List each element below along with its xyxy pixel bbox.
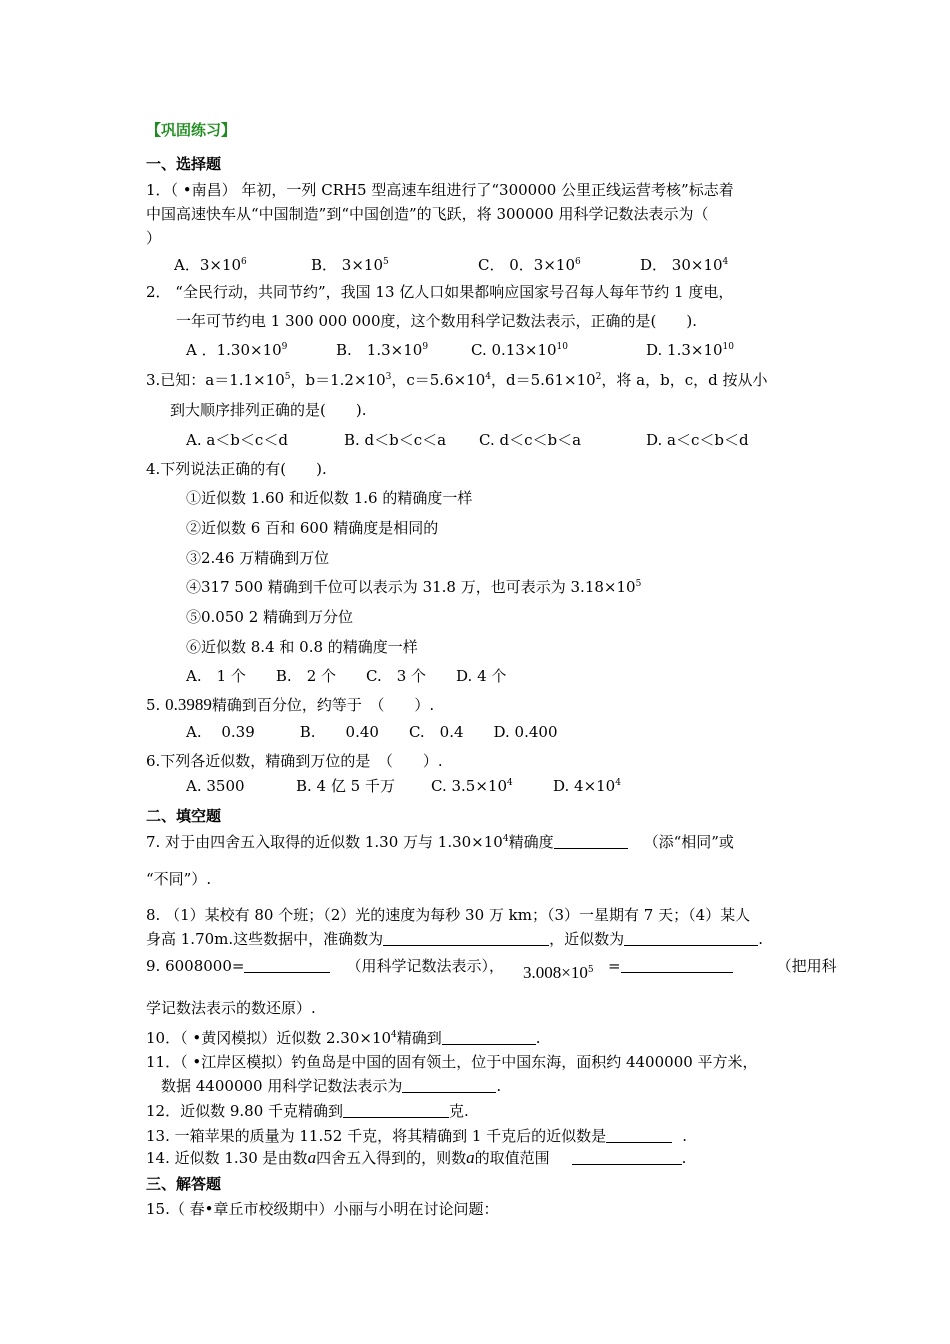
q6-option-c: C. $3.5\times 10^4$ bbox=[431, 777, 513, 795]
q4-line1: 4.下列说法正确的有( ). bbox=[146, 460, 327, 478]
q3-option-d: D. a＜c＜b＜d bbox=[646, 431, 749, 449]
q3-option-c: C. d＜c＜b＜a bbox=[479, 431, 582, 449]
q4-statement-4: ④317 500 精确到千位可以表示为 31.8 万，也可表示为 $3.18\times 10^5$ bbox=[186, 578, 642, 596]
q2-line1: 2． “全民行动，共同节约”，我国 13 亿人口如果都响应国家号召每人每年节约 1 度电， bbox=[146, 283, 734, 301]
q5-options: A. 0.39 B. 0.40 C. 0.4 D. 0.400 bbox=[186, 723, 558, 741]
section-answer-title: 三、解答题 bbox=[146, 1175, 222, 1193]
q10-line: 10．（ •黄冈模拟）近似数 $2.30\times 10^4$精确到 . bbox=[146, 1029, 541, 1047]
q8-line2: 身高 1.70m.这些数据中，准确数为 ，近似数为 . bbox=[146, 930, 763, 948]
q11-line2: 数据 4400000 用科学记数法表示为 . bbox=[161, 1077, 502, 1095]
q9-line2: 学记数法表示的数还原）. bbox=[146, 999, 316, 1017]
q3-option-b: B. d＜b＜c＜a bbox=[344, 431, 447, 449]
q2-line2: 一年可节约电 1 300 000 000度，这个数用科学记数法表示，正确的是( ). bbox=[176, 312, 697, 330]
q1-line2: 中国高速快车从“中国制造”到“中国创造”的飞跃，将 300000 用科学记数法表示为（ bbox=[146, 205, 709, 223]
q8-line1: 8. （1）某校有 80 个班；（2）光的速度为每秒 30 万 km；（3）一星期有 7 天；（4）某人 bbox=[146, 906, 751, 924]
q4-statement-2: ②近似数 6 百和 600 精确度是相同的 bbox=[186, 519, 439, 537]
q3-line1: 3.已知：$a=1.1\times 10^5$，$b=1.2\times 10^3$，$c=5.6\times 10^4$，$d=5.61\times 10^2$，将 a，b，c，d 按从小 bbox=[146, 371, 768, 389]
q10-blank[interactable] bbox=[442, 1030, 536, 1045]
section-choice-title: 一、选择题 bbox=[146, 155, 222, 173]
q5-line1: 5. 0.3989精确到百分位，约等于 （ ）. bbox=[146, 695, 435, 714]
q13-line: 13. 一箱苹果的质量为 11.52 千克，将其精确到 1 千克后的近似数是 . bbox=[146, 1127, 687, 1145]
q4-statement-3: ③2.46 万精确到万位 bbox=[186, 549, 330, 567]
q15-line1: 15.（ 春•章丘市校级期中）小丽与小明在讨论问题： bbox=[146, 1200, 499, 1218]
q8-exact-blank[interactable] bbox=[383, 931, 549, 946]
q1-option-a: A．$3\times 10^6$ bbox=[174, 256, 247, 274]
q6-option-b: B. 4 亿 5 千万 bbox=[296, 777, 395, 795]
q6-line1: 6.下列各近似数，精确到万位的是 （ ）. bbox=[146, 752, 443, 770]
q9-blank-1[interactable] bbox=[244, 958, 330, 973]
q9-blank-2[interactable] bbox=[621, 958, 733, 973]
q6-option-a: A. 3500 bbox=[186, 777, 245, 795]
q13-blank[interactable] bbox=[606, 1128, 672, 1143]
q3-line2: 到大顺序排列正确的是( ). bbox=[170, 401, 367, 419]
section-fill-title: 二、填空题 bbox=[146, 807, 222, 825]
q14-blank[interactable] bbox=[572, 1150, 682, 1165]
q4-statement-1: ①近似数 1.60 和近似数 1.6 的精确度一样 bbox=[186, 489, 473, 507]
q11-blank[interactable] bbox=[402, 1078, 496, 1093]
q4-statement-6: ⑥近似数 8.4 和 0.8 的精确度一样 bbox=[186, 638, 418, 656]
q7-line1: 7. 对于由四舍五入取得的近似数 1.30 万与 $1.30\times 10^4$精确度 （添“相同”或 bbox=[146, 833, 734, 851]
q7-line2: “不同”）. bbox=[146, 870, 212, 888]
q2-option-d: D. $1.3\times 10^{10}$ bbox=[646, 341, 734, 359]
q2-option-a: A ．$1.30\times 10^9$ bbox=[186, 341, 288, 359]
q1-line1: 1．（ •南昌） 年初，一列 CRH5 型高速车组进行了“300000 公里正线运营考核”标志着 bbox=[146, 181, 734, 199]
q1-line3: ） bbox=[146, 229, 162, 247]
q3-option-a: A. a＜b＜c＜d bbox=[186, 431, 288, 449]
q9-expression: $3.008\times 10^5$ bbox=[523, 963, 594, 982]
q12-blank[interactable] bbox=[343, 1103, 449, 1118]
q1-option-b: B． $3\times 10^5$ bbox=[311, 256, 389, 274]
q7-answer-blank[interactable] bbox=[554, 834, 628, 849]
section-heading: 【巩固练习】 bbox=[146, 121, 237, 139]
q14-line: 14. 近似数 1.30 是由数a四舍五入得到的，则数a的取值范围 . bbox=[146, 1148, 687, 1167]
q8-approx-blank[interactable] bbox=[624, 931, 758, 946]
q9-line1-end: = （把用科 bbox=[608, 957, 837, 975]
q4-statement-5: ⑤0.050 2 精确到万分位 bbox=[186, 608, 354, 626]
q9-line1: 9. 6008000= （用科学记数法表示）， bbox=[146, 957, 504, 975]
q2-option-b: B. $1.3\times 10^9$ bbox=[336, 341, 429, 359]
q2-option-c: C. $0.13\times 10^{10}$ bbox=[471, 341, 568, 359]
q6-option-d: D. $4\times 10^4$ bbox=[553, 777, 621, 795]
q11-line1: 11．（ •江岸区模拟）钓鱼岛是中国的固有领土，位于中国东海，面积约 4400000 平方米， bbox=[146, 1053, 758, 1071]
q12-line: 12．近似数 9.80 千克精确到 克. bbox=[146, 1102, 469, 1120]
q4-options: A. 1 个 B. 2 个 C. 3 个 D. 4 个 bbox=[186, 667, 507, 685]
q1-option-d: D． $30\times 10^4$ bbox=[640, 256, 729, 274]
q1-option-c: C． 0．$3\times 10^6$ bbox=[478, 256, 581, 274]
